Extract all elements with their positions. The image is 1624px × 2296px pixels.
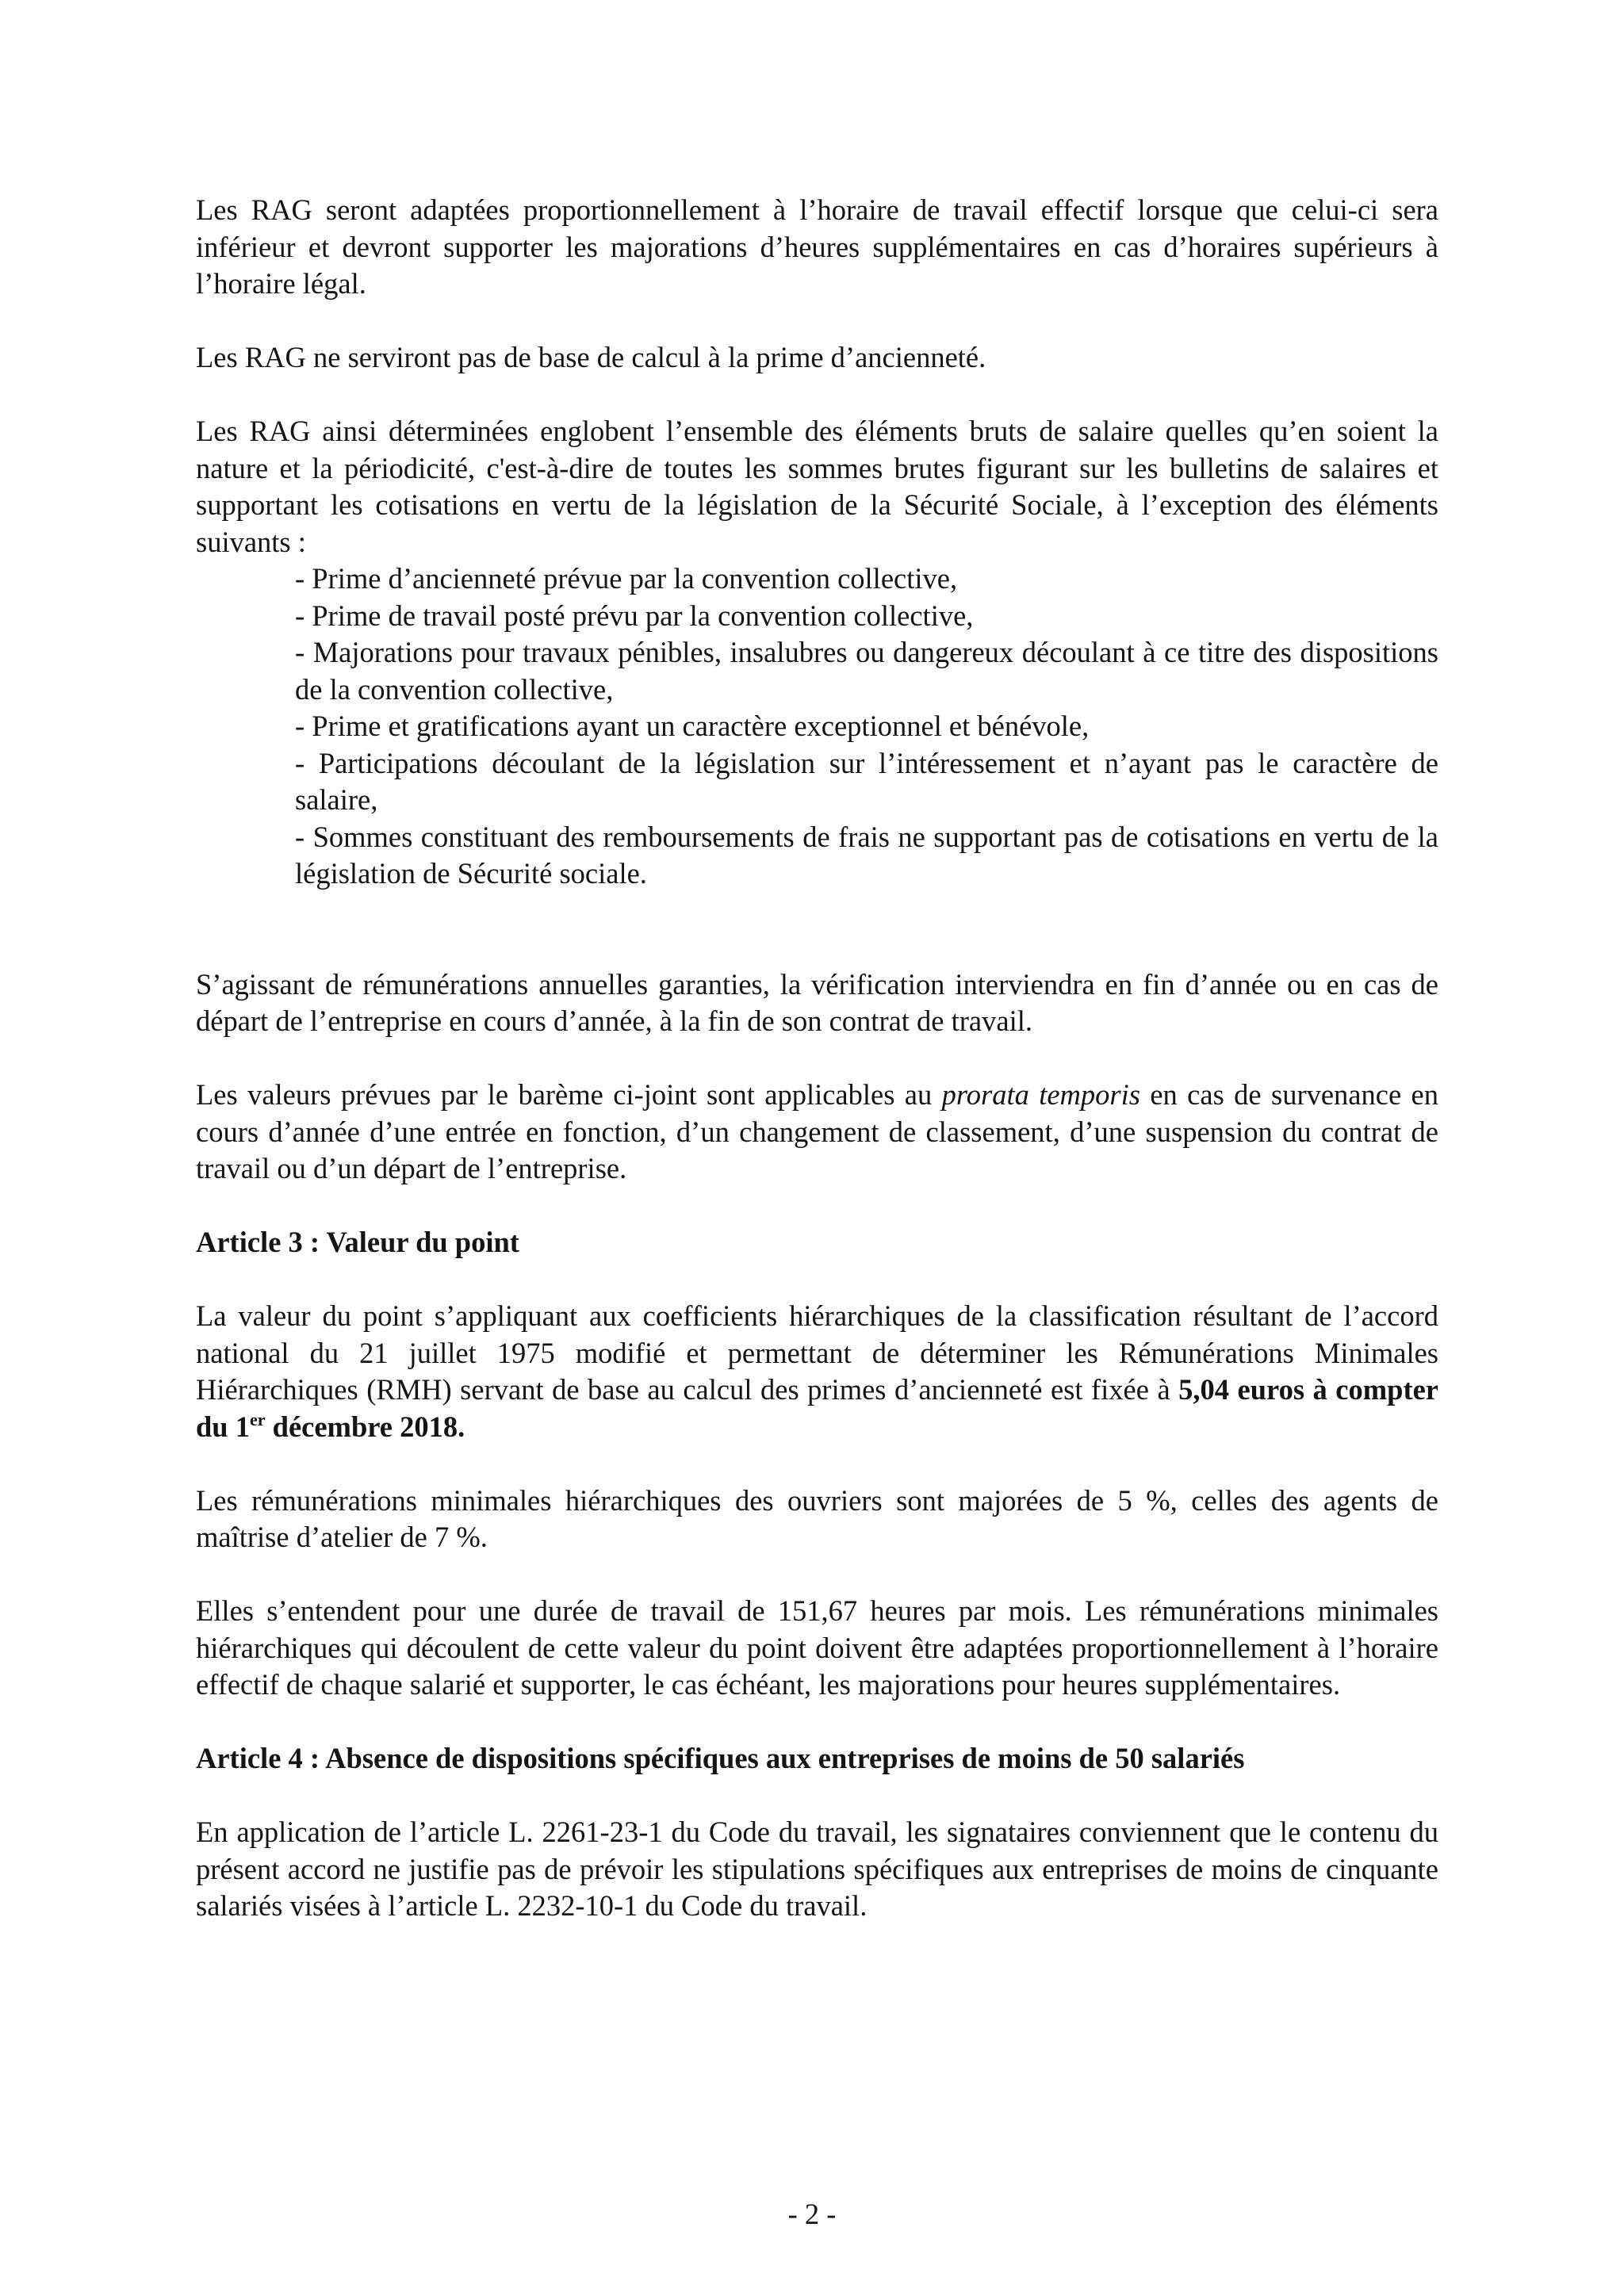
exception-item: - Prime de travail posté prévu par la convention collective, [295, 599, 974, 632]
prorata-text-after: en cas de survenance en cours d’année d’une entrée en fonction, d’un changement de classement, d’une suspension du contrat de travail ou d’un départ de l’entreprise. [196, 1078, 1438, 1184]
paragraph-majorations: Les rémunérations minimales hiérarchiques des ouvriers sont majorées de 5 %, celles des agents de maîtrise d’atelier de 7 %. [196, 1483, 1438, 1553]
exceptions-list [196, 561, 1438, 893]
document-page [196, 192, 1438, 1925]
paragraph-rag-seniority: Les RAG ne serviront pas de base de calcul à la prime d’ancienneté. [196, 341, 986, 373]
exception-item: - Majorations pour travaux pénibles, insalubres ou dangereux découlant à ce titre des dispositions de la convention collective, [295, 636, 1438, 706]
point-value-text: La valeur du point s’appliquant aux coefficients hiérarchiques de la classification résultant de l’accord national du 21 juillet 1975 modifié et permettant de déterminer les Rémunérations Minimales Hiérarchiques (RMH) servant de base au calcul des primes d’ancienneté est fixée à [196, 1299, 1438, 1406]
paragraph-rag-elements: Les RAG ainsi déterminées englobent l’ensemble des éléments bruts de salaire quelles qu’en soient la nature et la périodicité, c'est-à-dire de toutes les sommes brutes figurant sur les bulletins de salaires et supportant les cotisations en vertu de la législation de la Sécurité Sociale, à l’exception des éléments suivants : [196, 415, 1438, 558]
point-value-sup: er [249, 1409, 266, 1429]
exception-item: - Prime d’ancienneté prévue par la convention collective, [295, 562, 958, 595]
paragraph-rag-adaptation: Les RAG seront adaptées proportionnellement à l’horaire de travail effectif lorsque que celui-ci sera inférieur et devront supporter les majorations d’heures supplémentaires en cas d’horaires supérieurs à l’horaire légal. [196, 193, 1438, 300]
paragraph-working-hours: Elles s’entendent pour une durée de travail de 151,67 heures par mois. Les rémunérations minimales hiérarchiques qui découlent de cette valeur du point doivent être adaptées proportionnellement à l’horaire effectif de chaque salarié et supporter, le cas échéant, les majorations pour heures supplémentaires. [196, 1594, 1438, 1701]
prorata-italic: prorata temporis [941, 1078, 1140, 1111]
paragraph-prorata [196, 1077, 1438, 1188]
exception-item: - Prime et gratifications ayant un caractère exceptionnel et bénévole, [295, 710, 1090, 742]
paragraph-annual-verification: S’agissant de rémunérations annuelles garanties, la vérification interviendra en fin d’année ou en cas de départ de l’entreprise en cours d’année, à la fin de son contrat de travail. [196, 967, 1438, 1037]
paragraph-point-value [196, 1298, 1438, 1445]
article-3-heading: Article 3 : Valeur du point [196, 1226, 519, 1258]
page-number: - 2 - [787, 2198, 837, 2230]
point-value-amount-a: 5,04 euros à compter du 1 [196, 1373, 1438, 1443]
paragraph-article-4: En application de l’article L. 2261-23-1 du Code du travail, les signataires conviennent que le contenu du présent accord ne justifie pas de prévoir les stipulations spécifiques aux entreprises de moins de cinquante salariés visées à l’article L. 2232-10-1 du Code du travail. [196, 1816, 1438, 1922]
point-value-amount-b: décembre 2018. [265, 1410, 465, 1443]
article-4-heading: Article 4 : Absence de dispositions spécifiques aux entreprises de moins de 50 salariés [196, 1742, 1245, 1774]
prorata-text-before: Les valeurs prévues par le barème ci-joint sont applicables au [196, 1078, 942, 1111]
exception-item: - Sommes constituant des remboursements de frais ne supportant pas de cotisations en vertu de la législation de Sécurité sociale. [295, 820, 1438, 890]
exception-item: - Participations découlant de la législation sur l’intéressement et n’ayant pas le caractère de salaire, [295, 746, 1438, 816]
